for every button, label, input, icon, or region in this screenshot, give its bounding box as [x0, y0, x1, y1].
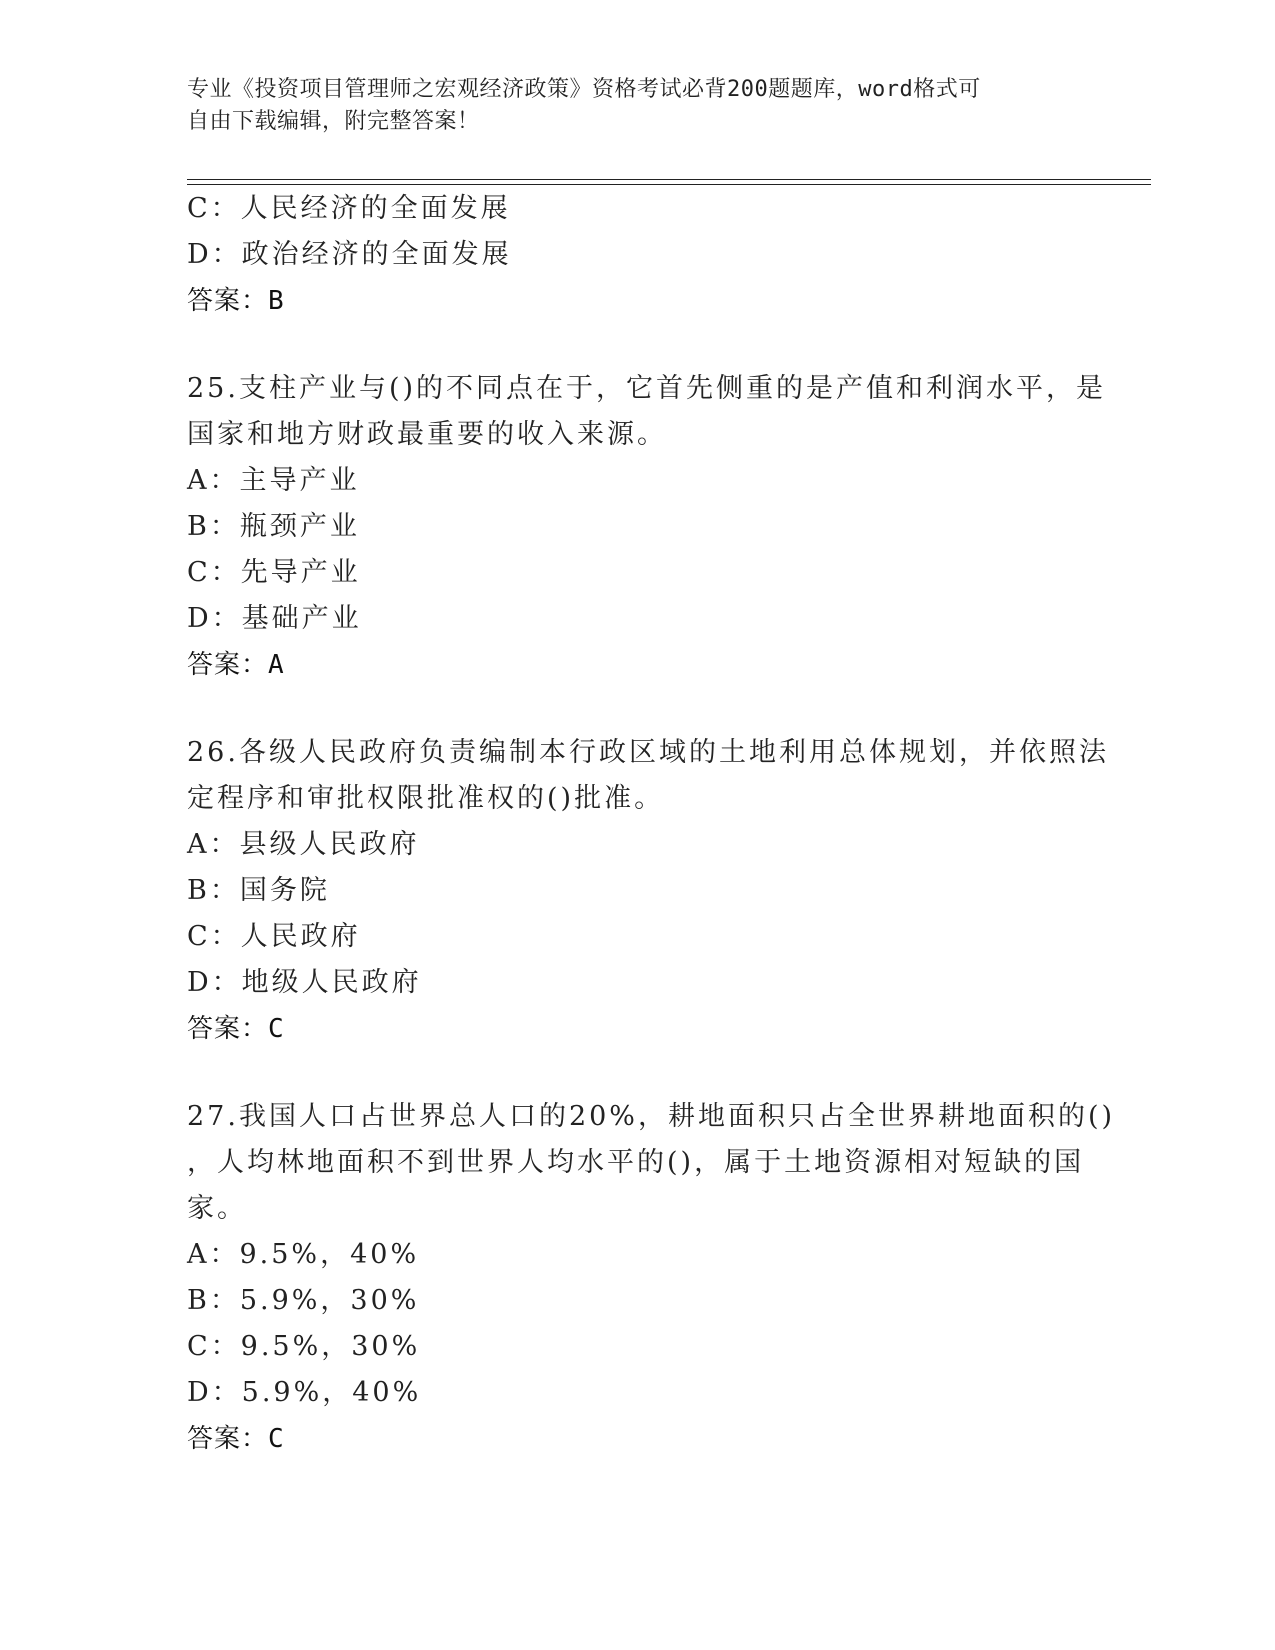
- question-stem: ，人均林地面积不到世界人均水平的()，属于土地资源相对短缺的国: [187, 1147, 1085, 1178]
- spacer: [187, 1052, 1087, 1094]
- question-24: [187, 186, 1087, 324]
- question-stem: 26.各级人民政府负责编制本行政区域的土地利用总体规划，并依照法: [187, 737, 1109, 768]
- question-stem: 国家和地方财政最重要的收入来源。: [187, 419, 667, 450]
- answer-line: 答案：A: [187, 650, 285, 680]
- header-line-2: 自由下载编辑，附完整答案！: [187, 109, 480, 134]
- answer-line: 答案：B: [187, 286, 285, 316]
- question-stem: 27.我国人口占世界总人口的20%，耕地面积只占全世界耕地面积的(): [187, 1101, 1116, 1132]
- option-c: C：人民政府: [187, 921, 361, 952]
- answer-line: 答案：C: [187, 1424, 285, 1454]
- option-a: A：9.5%，40%: [187, 1239, 420, 1270]
- answer-line: 答案：C: [187, 1014, 285, 1044]
- spacer: [187, 688, 1087, 730]
- option-a: A：主导产业: [187, 465, 360, 496]
- question-25: [187, 366, 1107, 688]
- spacer: [187, 324, 1087, 366]
- header-line-1: 专业《投资项目管理师之宏观经济政策》资格考试必背200题题库，word格式可: [187, 77, 981, 102]
- question-stem: 25.支柱产业与()的不同点在于，它首先侧重的是产值和利润水平，是: [187, 373, 1107, 404]
- question-stem: 定程序和审批权限批准权的()批准。: [187, 783, 665, 814]
- question-stem: 家。: [187, 1193, 247, 1224]
- option-a: A：县级人民政府: [187, 829, 420, 860]
- option-d: D：基础产业: [187, 603, 362, 634]
- option-c: C：人民经济的全面发展: [187, 193, 511, 224]
- option-b: B：国务院: [187, 875, 330, 906]
- option-b: B：瓶颈产业: [187, 511, 360, 542]
- option-d: D：5.9%，40%: [187, 1377, 422, 1408]
- question-27: [187, 1094, 1116, 1462]
- question-list: [187, 186, 1116, 1462]
- option-d: D：政治经济的全面发展: [187, 239, 512, 270]
- header-rule-top: [187, 179, 1151, 180]
- page-header: [187, 74, 1067, 138]
- option-c: C：9.5%，30%: [187, 1331, 421, 1362]
- question-26: [187, 730, 1109, 1052]
- option-c: C：先导产业: [187, 557, 361, 588]
- header-rule-bottom: [187, 184, 1151, 185]
- option-d: D：地级人民政府: [187, 967, 422, 998]
- option-b: B：5.9%，30%: [187, 1285, 420, 1316]
